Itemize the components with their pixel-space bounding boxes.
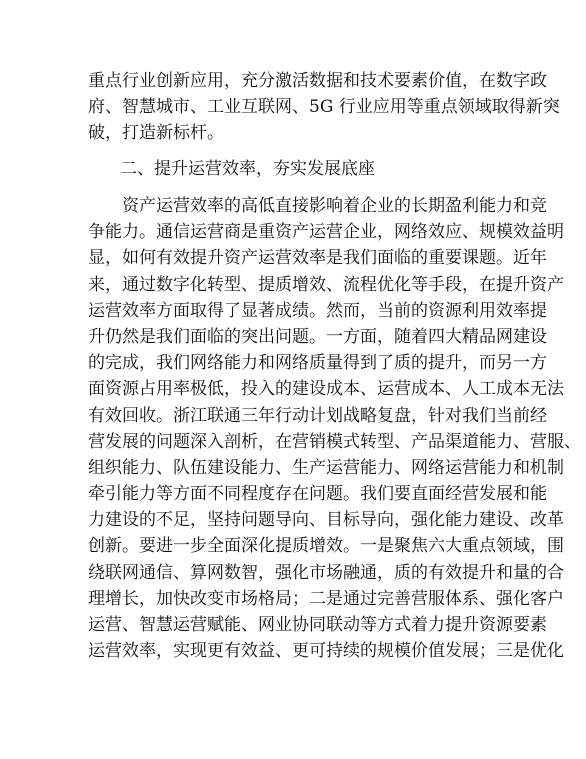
text-line: 的完成，我们网络能力和网络质量得到了质的提升，而另一方 bbox=[88, 353, 547, 374]
text-line: 资产运营效率的高低直接影响着企业的长期盈利能力和竞 bbox=[122, 196, 547, 216]
text-line: 重点行业创新应用，充分激活数据和技术要素价值，在数字政 bbox=[88, 71, 547, 91]
paragraph-main bbox=[88, 193, 581, 664]
text-line: 面资源占用率极低，投入的建设成本、运营成本、人工成本无法 bbox=[88, 379, 564, 400]
text-line: 理增长，加快改变市场格局；二是通过完善营服体系、强化客户 bbox=[88, 588, 564, 609]
text-line: 升仍然是我们面临的突出问题。一方面，随着四大精品网建设 bbox=[88, 326, 547, 347]
text-line: 破，打造新标杆。 bbox=[88, 123, 224, 144]
text-line: 创新。要进一步全面深化提质增效。一是聚焦六大重点领域，围 bbox=[88, 536, 564, 557]
text-line: 运营、智慧运营赋能、网业协同联动等方式着力提升资源要素 bbox=[88, 615, 547, 635]
text-line: 营发展的问题深入剖析，在营销模式转型、产品渠道能力、营服、 bbox=[88, 431, 581, 452]
text-line: 牵引能力等方面不同程度存在问题。我们要直面经营发展和能 bbox=[88, 484, 547, 505]
text-line: 力建设的不足，坚持问题导向、目标导向，强化能力建设、改革 bbox=[88, 510, 564, 531]
section-heading: 二、提升运营效率，夯实发展底座 bbox=[120, 159, 375, 179]
text-line: 显，如何有效提升资产运营效率是我们面临的重要课题。近年 bbox=[88, 248, 547, 269]
text-line: 来，通过数字化转型、提质增效、流程优化等手段，在提升资产 bbox=[88, 274, 564, 295]
text-line: 组织能力、队伍建设能力、生产运营能力、网络运营能力和机制 bbox=[88, 457, 564, 478]
text-line: 运营效率方面取得了显著成绩。然而，当前的资源利用效率提 bbox=[88, 300, 547, 321]
text-line: 绕联网通信、算网数智，强化市场融通，质的有效提升和量的合 bbox=[88, 562, 564, 583]
text-line: 府、智慧城市、工业互联网、5G 行业应用等重点领域取得新突 bbox=[88, 97, 560, 118]
paragraph-top bbox=[88, 68, 560, 147]
text-line: 争能力。通信运营商是重资产运营企业，网络效应、规模效益明 bbox=[88, 222, 564, 243]
text-line: 运营效率，实现更有效益、更可持续的规模价值发展；三是优化 bbox=[88, 641, 564, 662]
text-line: 有效回收。浙江联通三年行动计划战略复盘，针对我们当前经 bbox=[88, 405, 547, 426]
